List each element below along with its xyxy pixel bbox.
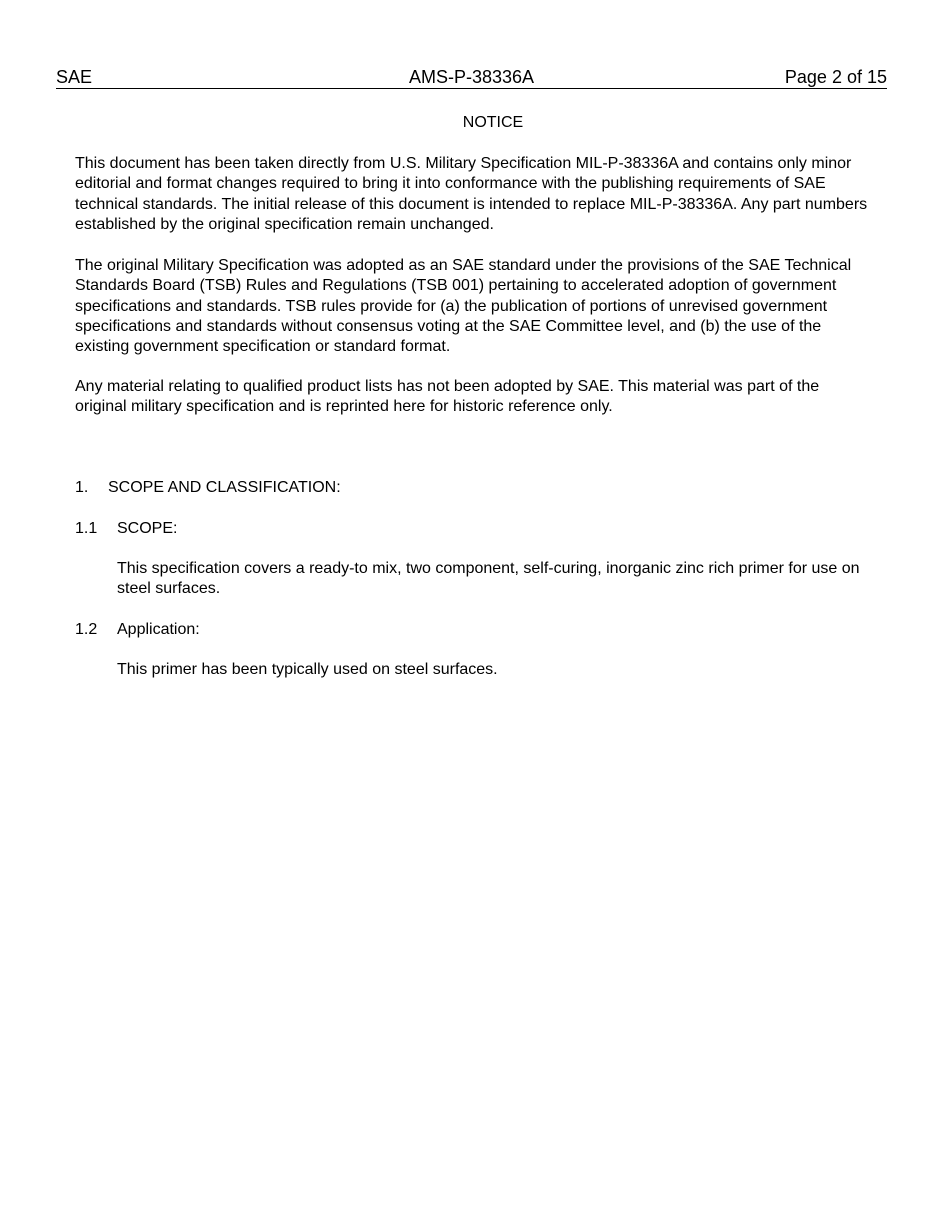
section-1-heading (75, 478, 341, 498)
section-1-2-number: 1.2 (75, 621, 98, 638)
section-1-1-number: 1.1 (75, 520, 98, 537)
section-1-1-title: SCOPE: (117, 520, 178, 537)
section-1-number: 1. (75, 479, 89, 496)
section-1-title: SCOPE AND CLASSIFICATION: (108, 479, 341, 496)
notice-paragraph-2: The original Military Specification was adopted as an SAE standard under the provisions of the SAE Technical Standards Board (TSB) Rules and Regulations (TSB 001) pertaining to accelerated adoption of government specifications and standards. TSB rules provide for (a) the publication of portions of unrevised government specifications and standards without consensus voting at the SAE Committee level, and (b) the use of the existing government specification or standard format. (75, 257, 852, 356)
header-doc-number: AMS-P-38336A (408, 67, 535, 87)
section-1-2-body: This primer has been typically used on steel surfaces. (117, 661, 498, 678)
header-page-number: Page 2 of 15 (784, 67, 887, 87)
section-1-1-heading (75, 519, 177, 539)
notice-paragraph-3: Any material relating to qualified product lists has not been adopted by SAE. This material was part of the original military specification and is reprinted here for historic reference only. (75, 378, 820, 416)
section-1-2-heading (75, 620, 200, 640)
section-1-2-title: Application: (117, 621, 200, 638)
header-org: SAE (56, 67, 93, 87)
page-header (56, 66, 887, 89)
section-1-1-body: This specification covers a ready-to mix, two component, self-curing, inorganic zinc rich primer for use on steel surfaces. (117, 560, 860, 598)
notice-title: NOTICE (462, 114, 524, 131)
notice-paragraph-1: This document has been taken directly from U.S. Military Specification MIL-P-38336A and contains only minor editorial and format changes required to bring it into conformance with the publishing requirements of SAE technical standards. The initial release of this document is intended to replace MIL-P-38336A. Any part numbers established by the original specification remain unchanged. (75, 155, 868, 233)
